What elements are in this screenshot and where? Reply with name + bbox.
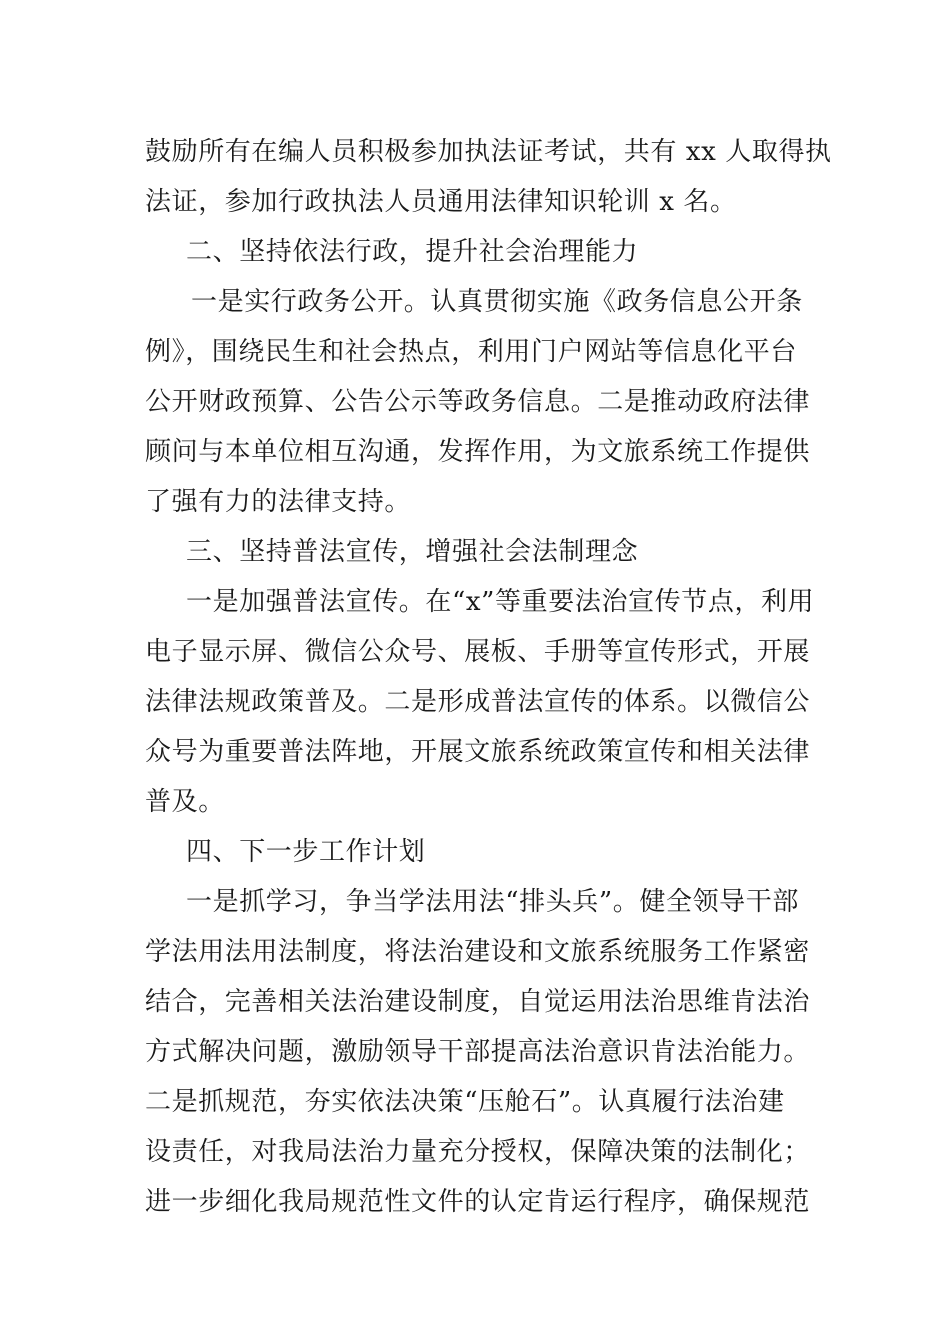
section-heading-2: 二、坚持依法行政，提升社会治理能力 xyxy=(186,237,639,267)
body-text-line: 了强有力的法律支持。 xyxy=(145,487,412,517)
body-text-line: 设责任，对我局法治力量充分授权，保障决策的法制化； xyxy=(145,1137,811,1167)
body-text-line: 学法用法用法制度，将法治建设和文旅系统服务工作紧密 xyxy=(145,937,811,967)
body-text-line: 公开财政预算、公告公示等政务信息。二是推动政府法律 xyxy=(145,387,811,417)
body-text-line: 二是抓规范，夯实依法决策“压舱石”。认真履行法治建 xyxy=(145,1087,785,1117)
body-text-line: 众号为重要普法阵地，开展文旅系统政策宣传和相关法律 xyxy=(145,737,811,767)
body-text-line: 鼓励所有在编人员积极参加执法证考试，共有 xx 人取得执 xyxy=(145,137,832,167)
body-text-line: 结合，完善相关法治建设制度，自觉运用法治思维肯法治 xyxy=(145,987,811,1017)
body-text-line: 法证，参加行政执法人员通用法律知识轮训 x 名。 xyxy=(145,187,737,217)
section-heading-3: 三、坚持普法宣传，增强社会法制理念 xyxy=(186,537,639,567)
body-text-line: 顾问与本单位相互沟通，发挥作用，为文旅系统工作提供 xyxy=(145,437,811,467)
body-text-line: 例》，围绕民生和社会热点，利用门户网站等信息化平台 xyxy=(145,337,798,367)
body-text-line: 进一步细化我局规范性文件的认定肯运行程序，确保规范 xyxy=(145,1187,811,1217)
body-text-line: 一是抓学习，争当学法用法“排头兵”。健全领导干部 xyxy=(186,887,799,917)
section-heading-4: 四、下一步工作计划 xyxy=(186,837,426,867)
body-text-line: 方式解决问题，激励领导干部提高法治意识肯法治能力。 xyxy=(145,1037,811,1067)
body-text-line: 电子显示屏、微信公众号、展板、手册等宣传形式，开展 xyxy=(145,637,811,667)
body-text-line: 普及。 xyxy=(145,787,225,817)
body-text-line: 一是实行政务公开。认真贯彻实施《政务信息公开条 xyxy=(191,287,803,317)
body-text-line: 一是加强普法宣传。在“x”等重要法治宣传节点，利用 xyxy=(186,587,815,617)
body-text-line: 法律法规政策普及。二是形成普法宣传的体系。以微信公 xyxy=(145,687,811,717)
